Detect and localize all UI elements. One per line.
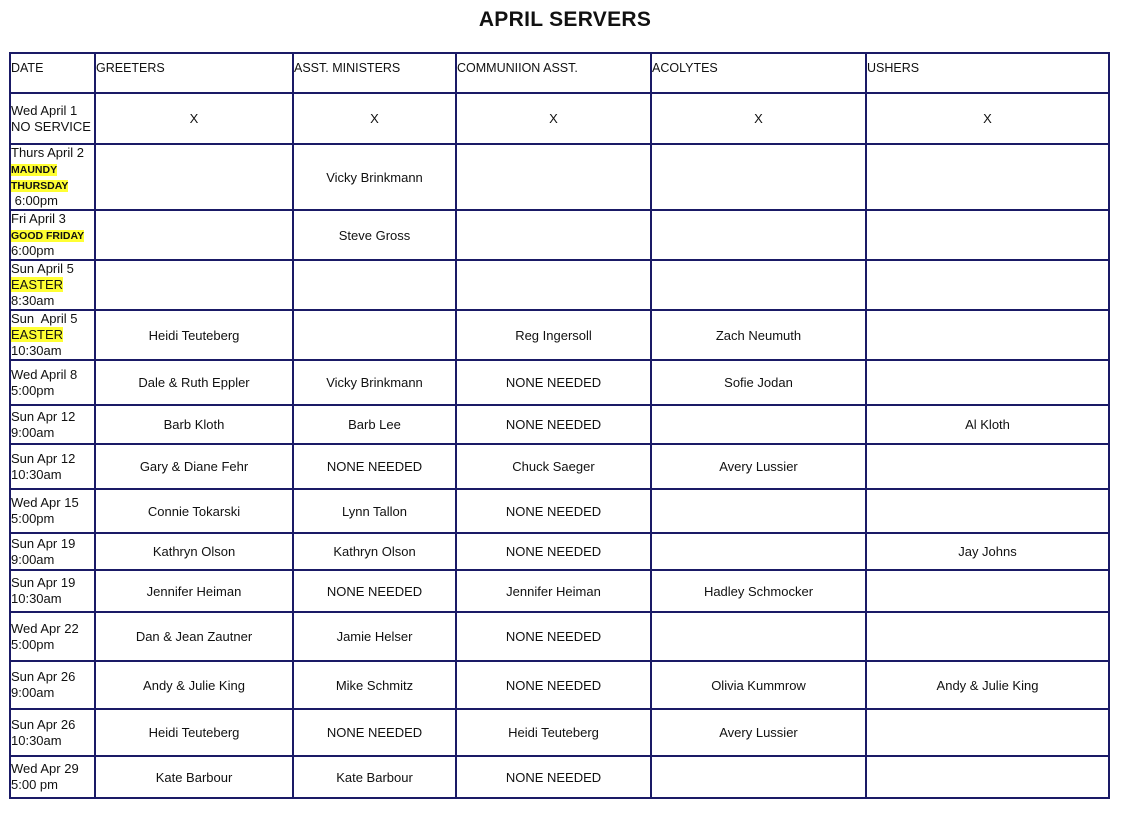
date-line	[11, 552, 94, 568]
date-line	[11, 637, 94, 653]
date-cell	[10, 533, 95, 570]
asst-minister-cell: Jamie Helser	[293, 612, 456, 661]
date-text: 9:00am	[11, 551, 55, 567]
table-row	[10, 260, 1109, 310]
greeter-cell: Dale & Ruth Eppler	[95, 360, 293, 405]
communion-asst-cell	[456, 144, 651, 210]
date-line	[11, 425, 94, 441]
acolyte-cell	[651, 756, 866, 798]
date-text: Sun Apr 26	[11, 716, 76, 732]
date-line	[11, 177, 94, 193]
table-row	[10, 709, 1109, 756]
highlighted-date-text: EASTER	[11, 327, 64, 342]
table-row	[10, 756, 1109, 798]
table-row	[10, 144, 1109, 210]
usher-cell	[866, 310, 1109, 360]
acolyte-cell: Zach Neumuth	[651, 310, 866, 360]
usher-cell	[866, 210, 1109, 260]
date-line	[11, 119, 94, 135]
table-row	[10, 93, 1109, 144]
communion-asst-cell: X	[456, 93, 651, 144]
table-row	[10, 533, 1109, 570]
date-cell	[10, 444, 95, 489]
date-line	[11, 733, 94, 749]
column-header-communion-asst: COMMUNIION ASST.	[456, 53, 651, 93]
date-text: 5:00pm	[11, 382, 55, 398]
date-line	[11, 103, 94, 119]
date-text: 10:30am	[11, 732, 62, 748]
communion-asst-cell: Chuck Saeger	[456, 444, 651, 489]
usher-cell: Al Kloth	[866, 405, 1109, 444]
date-text: Sun April 5	[11, 261, 74, 276]
greeter-cell: Connie Tokarski	[95, 489, 293, 533]
asst-minister-cell: Lynn Tallon	[293, 489, 456, 533]
communion-asst-cell: NONE NEEDED	[456, 756, 651, 798]
date-line	[11, 409, 94, 425]
date-cell	[10, 612, 95, 661]
date-cell	[10, 570, 95, 612]
date-line	[11, 145, 94, 161]
greeter-cell: X	[95, 93, 293, 144]
usher-cell	[866, 709, 1109, 756]
column-header-date: DATE	[10, 53, 95, 93]
acolyte-cell	[651, 533, 866, 570]
servers-table	[9, 52, 1110, 799]
greeter-cell: Kate Barbour	[95, 756, 293, 798]
usher-cell	[866, 612, 1109, 661]
highlighted-date-text: MAUNDY	[11, 164, 58, 176]
date-text: 10:30am	[11, 591, 62, 606]
date-text: Wed Apr 29	[11, 761, 79, 776]
asst-minister-cell: Kate Barbour	[293, 756, 456, 798]
date-line	[11, 511, 94, 527]
usher-cell	[866, 144, 1109, 210]
asst-minister-cell: Vicky Brinkmann	[293, 144, 456, 210]
date-text: Sun Apr 19	[11, 575, 76, 590]
date-line	[11, 243, 94, 259]
acolyte-cell: Avery Lussier	[651, 709, 866, 756]
usher-cell	[866, 260, 1109, 310]
date-line	[11, 777, 94, 793]
communion-asst-cell	[456, 260, 651, 310]
date-line	[11, 161, 94, 177]
communion-asst-cell: Jennifer Heiman	[456, 570, 651, 612]
table-row	[10, 661, 1109, 709]
asst-minister-cell: Mike Schmitz	[293, 661, 456, 709]
date-text: Wed Apr 15	[11, 495, 79, 510]
column-header-acolytes: ACOLYTES	[651, 53, 866, 93]
date-text: Wed April 8	[11, 366, 78, 382]
date-cell	[10, 93, 95, 144]
date-text: Thurs April 2	[11, 145, 84, 160]
usher-cell	[866, 756, 1109, 798]
table-row	[10, 210, 1109, 260]
acolyte-cell: Hadley Schmocker	[651, 570, 866, 612]
communion-asst-cell: Heidi Teuteberg	[456, 709, 651, 756]
date-line	[11, 717, 94, 733]
date-text: 9:00am	[11, 685, 55, 700]
date-line	[11, 193, 94, 209]
table-row	[10, 612, 1109, 661]
acolyte-cell	[651, 144, 866, 210]
date-line	[11, 495, 94, 511]
acolyte-cell	[651, 210, 866, 260]
date-line	[11, 591, 94, 607]
date-text: Fri April 3	[11, 211, 66, 226]
acolyte-cell: Avery Lussier	[651, 444, 866, 489]
date-line	[11, 669, 94, 685]
date-line	[11, 343, 94, 359]
asst-minister-cell: X	[293, 93, 456, 144]
date-text: Sun April 5	[11, 311, 78, 326]
table-row	[10, 310, 1109, 360]
greeter-cell	[95, 210, 293, 260]
acolyte-cell	[651, 405, 866, 444]
acolyte-cell	[651, 260, 866, 310]
date-cell	[10, 210, 95, 260]
date-text: 5:00pm	[11, 511, 55, 526]
asst-minister-cell: NONE NEEDED	[293, 444, 456, 489]
table-row	[10, 570, 1109, 612]
table-row	[10, 405, 1109, 444]
communion-asst-cell: Reg Ingersoll	[456, 310, 651, 360]
communion-asst-cell	[456, 210, 651, 260]
date-line	[11, 685, 94, 701]
date-cell	[10, 144, 95, 210]
date-line	[11, 327, 94, 343]
communion-asst-cell: NONE NEEDED	[456, 405, 651, 444]
greeter-cell	[95, 144, 293, 210]
date-text: 5:00pm	[11, 636, 55, 652]
date-line	[11, 383, 94, 399]
date-cell	[10, 360, 95, 405]
header-row	[10, 53, 1109, 93]
greeter-cell: Barb Kloth	[95, 405, 293, 444]
asst-minister-cell	[293, 260, 456, 310]
date-text: 8:30am	[11, 293, 55, 308]
column-header-greeters: GREETERS	[95, 53, 293, 93]
date-text: 9:00am	[11, 424, 55, 440]
communion-asst-cell: NONE NEEDED	[456, 533, 651, 570]
greeter-cell: Dan & Jean Zautner	[95, 612, 293, 661]
date-text: 5:00 pm	[11, 777, 58, 792]
column-header-ushers: USHERS	[866, 53, 1109, 93]
asst-minister-cell: Kathryn Olson	[293, 533, 456, 570]
highlighted-date-text: THURSDAY	[11, 180, 69, 192]
table-row	[10, 489, 1109, 533]
usher-cell: Jay Johns	[866, 533, 1109, 570]
date-text: NO SERVICE	[11, 118, 91, 134]
communion-asst-cell: NONE NEEDED	[456, 612, 651, 661]
date-line	[11, 451, 94, 467]
table-row	[10, 360, 1109, 405]
date-line	[11, 311, 94, 327]
column-header-asst-ministers: ASST. MINISTERS	[293, 53, 456, 93]
date-line	[11, 536, 94, 552]
date-text: 6:00pm	[11, 193, 58, 208]
date-text: Wed Apr 22	[11, 620, 79, 636]
page-title: APRIL SERVERS	[478, 8, 652, 31]
asst-minister-cell: Barb Lee	[293, 405, 456, 444]
date-text: Sun Apr 26	[11, 669, 76, 684]
greeter-cell: Heidi Teuteberg	[95, 709, 293, 756]
highlighted-date-text: GOOD FRIDAY	[11, 230, 85, 242]
usher-cell	[866, 360, 1109, 405]
date-line	[11, 211, 94, 227]
date-line	[11, 367, 94, 383]
asst-minister-cell	[293, 310, 456, 360]
date-cell	[10, 709, 95, 756]
table-body	[10, 93, 1109, 798]
greeter-cell	[95, 260, 293, 310]
greeter-cell: Kathryn Olson	[95, 533, 293, 570]
date-cell	[10, 260, 95, 310]
date-cell	[10, 405, 95, 444]
date-line	[11, 761, 94, 777]
greeter-cell: Heidi Teuteberg	[95, 310, 293, 360]
date-text: Sun Apr 12	[11, 408, 76, 424]
acolyte-cell: Olivia Kummrow	[651, 661, 866, 709]
date-line	[11, 227, 94, 243]
acolyte-cell: Sofie Jodan	[651, 360, 866, 405]
date-cell	[10, 756, 95, 798]
date-line	[11, 467, 94, 483]
date-line	[11, 261, 94, 277]
date-text: Wed April 1	[11, 102, 78, 118]
usher-cell: Andy & Julie King	[866, 661, 1109, 709]
date-line	[11, 621, 94, 637]
communion-asst-cell: NONE NEEDED	[456, 360, 651, 405]
usher-cell	[866, 444, 1109, 489]
communion-asst-cell: NONE NEEDED	[456, 661, 651, 709]
communion-asst-cell: NONE NEEDED	[456, 489, 651, 533]
date-text: 6:00pm	[11, 243, 55, 258]
asst-minister-cell: NONE NEEDED	[293, 709, 456, 756]
acolyte-cell	[651, 612, 866, 661]
usher-cell	[866, 570, 1109, 612]
greeter-cell: Andy & Julie King	[95, 661, 293, 709]
highlighted-date-text: EASTER	[11, 277, 64, 292]
date-text: 10:30am	[11, 466, 62, 482]
acolyte-cell: X	[651, 93, 866, 144]
date-text: Sun Apr 19	[11, 535, 76, 551]
asst-minister-cell: NONE NEEDED	[293, 570, 456, 612]
date-cell	[10, 310, 95, 360]
greeter-cell: Gary & Diane Fehr	[95, 444, 293, 489]
date-line	[11, 277, 94, 293]
greeter-cell: Jennifer Heiman	[95, 570, 293, 612]
asst-minister-cell: Steve Gross	[293, 210, 456, 260]
date-cell	[10, 489, 95, 533]
date-text: Sun Apr 12	[11, 450, 76, 466]
date-line	[11, 293, 94, 309]
usher-cell	[866, 489, 1109, 533]
date-text: 10:30am	[11, 343, 62, 358]
asst-minister-cell: Vicky Brinkmann	[293, 360, 456, 405]
table-row	[10, 444, 1109, 489]
acolyte-cell	[651, 489, 866, 533]
usher-cell: X	[866, 93, 1109, 144]
date-cell	[10, 661, 95, 709]
date-line	[11, 575, 94, 591]
